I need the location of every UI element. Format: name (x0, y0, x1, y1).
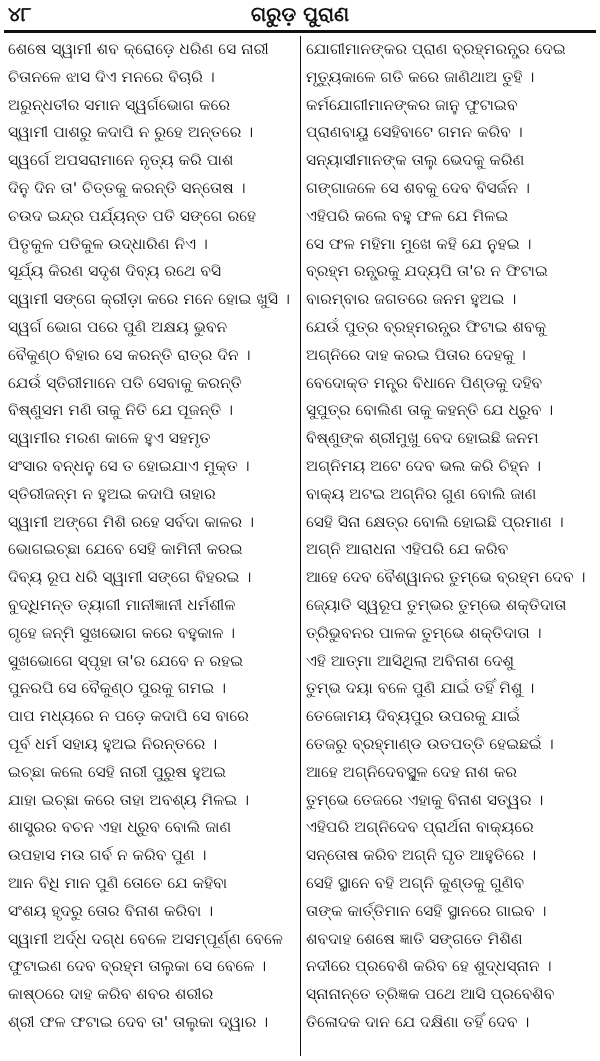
verse-line: ପୂର୍ବ ଧର୍ମ ସହାୟ ହୁଅଇ ନିରନ୍ତରେ । (8, 734, 218, 753)
verse-line: ସ୍ୱାମୀ ପାଶରୁ କଦାପି ନ ରୁହେ ଅନ୍ତରେ । (8, 123, 254, 142)
verse-line: ଚଉଦ ଇନ୍ଦ୍ର ପର୍ଯ୍ୟନ୍ତ ପତି ସଙ୍ଗେ ରହେ (8, 206, 257, 225)
verse-line: ଚିତାନଳେ ଝାସ ଦିଏ ମନରେ ବିଚାରି । (8, 67, 215, 86)
verse-line: ଯେଉଁ ସ୍ତିରୀମାନେ ପତି ସେବାକୁ କରନ୍ତି (8, 373, 242, 392)
verse-line: ତେଜୋମୟ ଦିବ୍ୟପୁର ଉପରକୁ ଯାଇଁ (306, 707, 521, 726)
verse-line: କାଷ୍ଠରେ ଦାହ କରିବ ଶବର ଶରୀର (8, 985, 214, 1004)
verse-line: ତୁମ୍ଭେ ତେଜରେ ଏହାକୁ ବିନାଶ ସତ୍ୱର । (306, 790, 544, 809)
verse-line: ଦିନୁ ଦିନ ତା' ଚିତ୍ତକୁ କରନ୍ତି ସନ୍ତୋଷ । (8, 178, 246, 197)
verse-line: ସ୍ୱର୍ଗ ଭୋଗ ପରେ ପୁଣି ଅକ୍ଷୟ ଭୁବନ (8, 317, 228, 336)
verse-line: ସ୍ନାନାନ୍ତେ ତ୍ରିଜ୍ଞକ ପଥେ ଆସି ପ୍ରବେଶିବ (306, 985, 555, 1004)
verse-line: ବ୍ରହ୍ମ ରନ୍ଧ୍ରକୁ ଯଦ୍ୟପି ତା'ର ନ ଫିଟାଇ (306, 262, 548, 281)
verse-line: ମୃତ୍ୟୁକାଳେ ଗତି କରେ ଜାଣିଥାଅ ତୁହି । (306, 67, 535, 86)
verse-line: ଅଗ୍ନିମୟ ଅଟେ ଦେବ ଭଲ କରି ଚିହ୍ନ । (306, 456, 542, 475)
page-header (0, 0, 600, 30)
verse-line: ସେହି ସିନା କ୍ଷେତ୍ର ବୋଲି ହୋଇଛି ପ୍ରମାଣ । (306, 512, 564, 531)
verse-line: ତୁମ୍ଭ ଦୟା ବଳେ ପୁଣି ଯାଇଁ ତହିଁ ମିଶୁ । (306, 679, 535, 698)
verse-line: ବୈକୁଣ୍ଠ ବିହାର ସେ କରନ୍ତି ରାତ୍ର ଦିନ । (8, 345, 251, 364)
verse-line: ଇଚ୍ଛା କଲେ ସେହି ନାରୀ ପୁରୁଷ ହୁଅଇ (8, 762, 227, 781)
verse-line: ଭୋଗଇଚ୍ଛା ଯେବେ ସେହି କାମିନୀ କରଇ (8, 540, 243, 559)
verse-line: ତ୍ରିଭୁବନର ପାଳକ ତୁମ୍ଭେ ଶକ୍ତିଦାତା । (306, 623, 542, 642)
verse-line: ଦିବ୍ୟ ରୂପ ଧରି ସ୍ୱାମୀ ସଙ୍ଗେ ବିହରଇ । (8, 568, 252, 587)
right-column (306, 36, 596, 1037)
verse-line: ପ୍ରାଣବାୟୁ ସେହିବାଟେ ଗମନ କରିବ । (306, 123, 523, 142)
verse-line: ପୁନରପି ସେ ବୈକୁଣ୍ଠ ପୁରକୁ ଗମଇ । (8, 679, 227, 698)
verse-line: ବିଷ୍ଣୁଙ୍କ ଶ୍ରୀମୁଖୁ ବେଦ ହୋଇଛି ଜନମ (306, 429, 539, 448)
verse-line: ସେ ଫଳ ମହିମା ମୁଖେ କହି ଯେ ନୁହଇ । (306, 234, 532, 253)
verse-line: ଗଙ୍ଗାଜଳେ ସେ ଶବକୁ ଦେବ ବିସର୍ଜନ । (306, 178, 530, 197)
verse-line: ସଂଶୟ ହୃଦରୁ ତୋର ବିନାଶ କରିବା । (8, 901, 214, 920)
verse-line: ଶବଦାହ ଶେଷେ ଜ୍ଞାତି ସଙ୍ଗତେ ମିଶିଣ (306, 929, 523, 948)
page-number: ୪୮ (8, 2, 32, 26)
verse-line: ଉପହାସ ମଉ ଗର୍ବ ନ କରିବ ପୁଣ । (8, 846, 207, 865)
verse-line: ଯୋଗୀମାନଙ୍କର ପ୍ରାଣ ବ୍ରହ୍ମରନ୍ଧ୍ର ଦେଇ (306, 40, 566, 58)
verse-line: ବାକ୍ୟ ଅଟଇ ଅଗ୍ନିର ଗୁଣ ବୋଲି ଜାଣ (306, 484, 537, 503)
verse-line: ଅଗ୍ନି ଆରାଧନା ଏହିପରି ଯେ କରିବ (306, 540, 509, 559)
verse-line: ସ୍ୱାମୀ ସଙ୍ଗେ କ୍ରୀଡ଼ା କରେ ମନେ ହୋଇ ଖୁସି । (8, 290, 290, 309)
verse-line: ଫୁଟାଇଣ ଦେବ ବ୍ରହ୍ମ ତାଲୁକା ସେ ବେଳେ । (8, 957, 267, 976)
verse-line: କର୍ମଯୋଗୀମାନଙ୍କର ଜାନୁ ଫୁଟାଇବ (306, 95, 518, 114)
verse-line: ଅଗ୍ନିରେ ଦାହ କରଇ ପିତାର ଦେହକୁ । (306, 345, 526, 364)
verse-line: ବିଷ୍ଣୁସମ ମଣି ତାକୁ ନିତି ଯେ ପୂଜନ୍ତି । (8, 401, 234, 420)
verse-line: ଏହିପରି କଲେ ବହୁ ଫଳ ଯେ ମିଳଇ (306, 206, 509, 225)
verse-line: ବୁଦ୍ଧିମନ୍ତ ତ୍ୟାଗୀ ମାନୀଜ୍ଞାନୀ ଧର୍ମଶୀଳ (8, 595, 236, 614)
verse-line: ଯାହା ଇଚ୍ଛା କରେ ତାହା ଅବଶ୍ୟ ମିଳଇ । (8, 790, 250, 809)
verse-line: ଅରୁନ୍ଧତୀର ସମାନ ସ୍ୱର୍ଗଭୋଗ କରେ (8, 95, 231, 114)
left-column (8, 36, 298, 1037)
verse-line: ଶେଷେ ସ୍ୱାମୀ ଶବ କ୍ରୋଡ଼େ ଧରିଣ ସେ ନାରୀ (8, 40, 269, 58)
verse-line: ସୁଖଭୋଗେ ସ୍ପୃହା ତା'ର ଯେବେ ନ ରହଇ (8, 651, 244, 670)
verse-line: ସୁପୁତ୍ର ବୋଲିଣ ତାକୁ କହନ୍ତି ଯେ ଧ୍ରୁବ । (306, 401, 554, 420)
verse-line: ବେଦୋକ୍ତ ମନ୍ତ୍ର ବିଧାନେ ପିଣ୍ଡକୁ ଦହିବ (306, 373, 543, 392)
verse-line: ପାପ ମଧ୍ୟରେ ନ ପଡ଼େ କଦାପି ସେ ବାରେ (8, 707, 249, 726)
verse-line: ସ୍ୱାମୀର ମରଣ କାଳେ ହୁଏ ସହମୃତ (8, 429, 211, 448)
verse-line: ପିତୃକୁଳ ପତିକୁଳ ଉଦ୍ଧାରିଣ ନିଏ । (8, 234, 208, 253)
verse-line: ନଦୀରେ ପ୍ରବେଶି କରିବ ହେ ଶୁଦ୍ଧସ୍ନାନ । (306, 957, 552, 976)
verse-line: ଏହିପରି ଅଗ୍ନିଦେବ ପ୍ରାର୍ଥନା ବାକ୍ୟରେ (306, 818, 534, 837)
verse-line: ଜ୍ୟୋତି ସ୍ୱରୂପ ତୁମ୍ଭର ତୁମ୍ଭେ ଶକ୍ତିଦାତା (306, 595, 567, 614)
verse-line: ସୂର୍ଯ୍ୟ କିରଣ ସଦୃଶ ଦିବ୍ୟ ରଥେ ବସି (8, 262, 222, 281)
verse-line: ଶାସ୍ତ୍ରର ବଚନ ଏହା ଧ୍ରୁବ ବୋଲି ଜାଣ (8, 818, 232, 837)
verse-line: ସ୍ୱାମୀ ଅର୍ଦ୍ଧ ଦଗ୍ଧ ବେଳେ ଅସମ୍ପୂର୍ଣ୍ଣ ବେଳେ (8, 929, 283, 948)
verse-line: ଯେଉଁ ପୁତ୍ର ବ୍ରହ୍ମରନ୍ଧ୍ର ଫିଟାଇ ଶବକୁ (306, 317, 547, 336)
verse-line: ସ୍ୱର୍ଗେ ଅପସରାମାନେ ନୃତ୍ୟ କରି ପାଶ (8, 151, 234, 170)
verse-line: ଆନ ବିଧି ମାନ ପୁଣି ତୋତେ ଯେ କହିବା (8, 873, 228, 892)
verse-line: ସ୍ତିରୀଜନ୍ମ ନ ହୁଅଇ କଦାପି ତାହାର (8, 484, 216, 503)
verse-line: ସନ୍ତୋଷ କରିବ ଅଗ୍ନି ଘୃତ ଆହୁତିରେ । (306, 846, 537, 865)
verse-line: ତିଳୋଦକ ଦାନ ଯେ ଦକ୍ଷିଣା ତହିଁ ଦେବ । (306, 1012, 530, 1031)
header-rule (4, 30, 596, 33)
verse-line: ଆହେ ଦେବ ବୈଶ୍ୱାନର ତୁମ୍ଭେ ବ୍ରହ୍ମ ଦେବ । (306, 568, 586, 587)
verse-line: ଗୃହେ ଜନ୍ମି ସୁଖଭୋଗ କରେ ବହୁକାଳ । (8, 623, 236, 642)
verse-line: ସନ୍ୟାସୀମାନଙ୍କ ତାଲୁ ଭେଦକୁ କରିଣ (306, 151, 525, 170)
book-title: ଗରୁଡ଼ ପୁରାଣ (250, 2, 350, 26)
verse-line: ତାଙ୍କ କାର୍ତ୍ତିମାନ ସେହି ସ୍ଥାନରେ ଗାଇବ । (306, 901, 547, 920)
verse-line: ସେହି ସ୍ଥାନେ ବହି ଅଗ୍ନି କୁଣ୍ଡକୁ ଗୁଣିବ (306, 873, 525, 892)
verse-line: ବାରମ୍ବାର ଜଗତରେ ଜନମ ହୁଅଇ । (306, 290, 517, 309)
column-divider (300, 36, 301, 1056)
verse-line: ଶ୍ରୀ ଫଳ ଫଟାଇ ଦେବ ତା' ତାଲୁକା ଦ୍ୱାର । (8, 1012, 269, 1031)
verse-line: ସ୍ୱାମୀ ଅଙ୍ଗେ ମିଶି ରହେ ସର୍ବଦା କାଳର । (8, 512, 255, 531)
verse-line: ଏହି ଆତ୍ମା ଆସିଥିଲା ଅବିନାଶ ଦେଶୁ (306, 651, 515, 670)
verse-line: ସଂସାର ବନ୍ଧନୁ ସେ ତ ହୋଇଯାଏ ମୁକ୍ତ । (8, 456, 250, 475)
verse-line: ଆହେ ଅଗ୍ନିଦେବସ୍ଥୂଳ ଦେହ ନାଶ କର (306, 762, 518, 781)
verse-line: ତେଜରୁ ବ୍ରହ୍ମାଣ୍ଡ ଉତପତ୍ତି ହେଇଛଇଁ । (306, 734, 554, 753)
